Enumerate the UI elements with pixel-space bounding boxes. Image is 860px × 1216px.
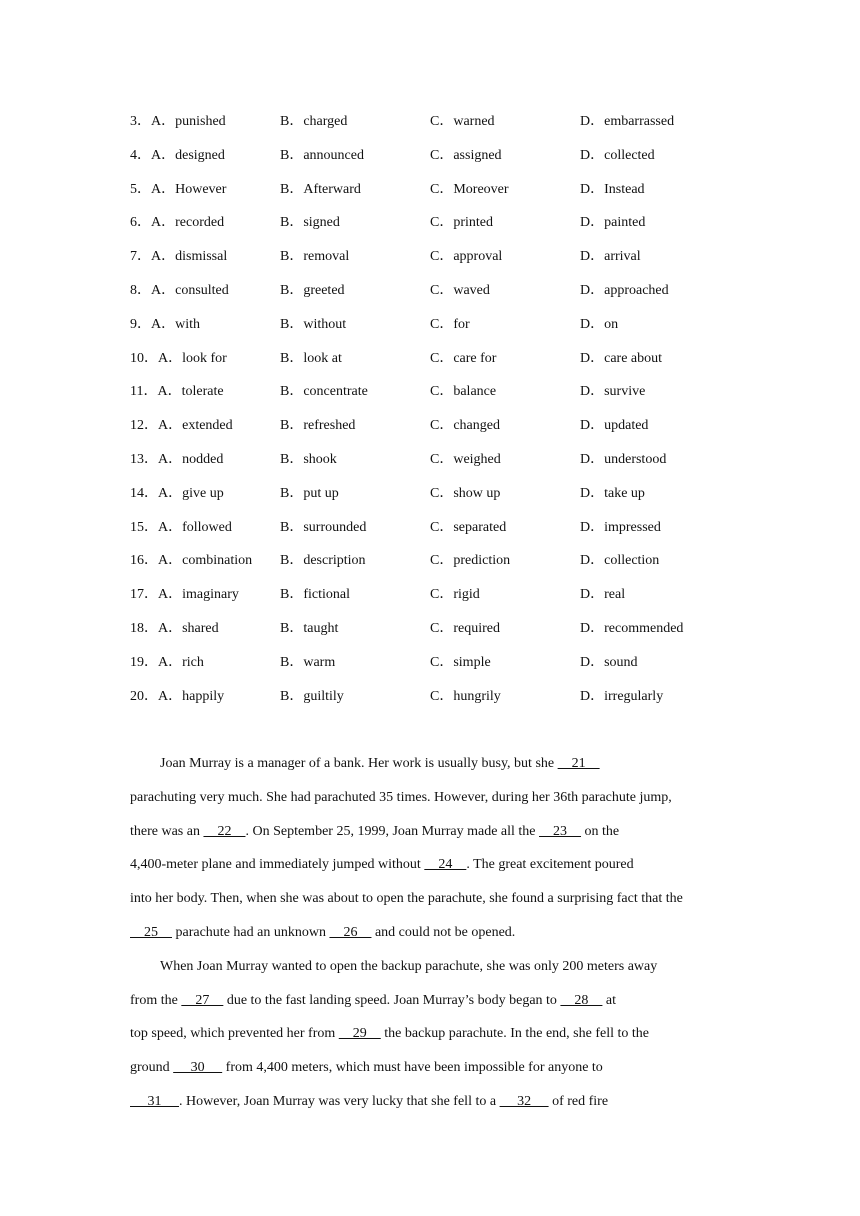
option-c: C．balance [430,384,497,400]
blank-28: 28 [560,992,603,1008]
passage-text: Joan Murray is a manager of a bank. Her work is usually busy, but she [160,756,558,771]
option-d: D．updated [580,418,649,434]
option-a: 9．A．with [130,316,200,332]
blank-31: 31 [130,1093,179,1109]
option-b: B．description [280,553,366,569]
question-row [130,585,750,619]
option-c: C．rigid [430,587,480,603]
passage-text: from 4,400 meters, which must have been impossible for anyone to [222,1060,603,1076]
option-c: C．weighed [430,451,501,467]
option-d: D．on [580,316,619,332]
passage-text: 4,400-meter plane and immediately jumped without [130,857,425,873]
option-b: B．greeted [280,282,345,298]
passage-line [130,754,735,788]
option-a: 20．A．happily [130,688,225,704]
question-row [130,349,750,383]
option-c: C．changed [430,418,500,434]
question-row [130,619,750,653]
option-a: 6．A．recorded [130,215,225,231]
passage-text: . On September 25, 1999, Joan Murray made all the [245,823,540,839]
question-row [130,180,750,214]
option-a: 13．A．nodded [130,451,224,467]
passage-text: . However, Joan Murray was very lucky that she fell to a [179,1093,500,1109]
option-c: C．assigned [430,147,502,163]
question-row [130,653,750,687]
option-a: 15．A．followed [130,519,232,535]
option-a: 12．A．extended [130,418,233,434]
option-d: D．approached [580,282,669,298]
option-b: B．concentrate [280,384,368,400]
passage-line [130,1024,735,1058]
option-c: C．approval [430,249,503,265]
option-b: B．guiltily [280,688,344,704]
option-a: 16．A．combination [130,553,253,569]
question-row [130,687,750,721]
passage-text: of red fire [548,1093,609,1109]
option-a: 17．A．imaginary [130,587,239,603]
option-d: D．survive [580,384,646,400]
question-row [130,247,750,281]
passage-text: . The great excitement poured [466,857,634,873]
answer-options-list [130,112,750,720]
passage-text: into her body. Then, when she was about to open the parachute, she found a surprising fact that the [130,891,683,907]
question-row [130,551,750,585]
passage-line [130,855,735,889]
passage-text: at [602,992,617,1008]
passage-line [130,822,735,856]
option-b: B．shook [280,451,337,467]
option-b: B．look at [280,350,342,366]
option-b: B．surrounded [280,519,367,535]
passage-line [130,788,735,822]
option-b: B．warm [280,654,336,670]
option-d: D．real [580,587,626,603]
passage-text: parachute had an unknown [172,924,330,940]
blank-32: 32 [499,1093,549,1109]
question-row [130,518,750,552]
option-a: 18．A．shared [130,620,219,636]
option-c: C．show up [430,485,501,501]
blank-30: 30 [173,1060,223,1076]
blank-23: 23 [539,823,582,839]
passage-text: from the [130,992,182,1008]
question-row [130,450,750,484]
option-c: C．printed [430,215,493,231]
blank-29: 29 [338,1026,381,1042]
option-a: 14．A．give up [130,485,224,501]
option-d: D．embarrassed [580,114,675,129]
option-d: D．care about [580,350,663,366]
option-c: C．simple [430,654,491,670]
passage-text: When Joan Murray wanted to open the backup parachute, she was only 200 meters away [160,958,658,974]
option-b: B．Afterward [280,181,361,197]
option-b: B．refreshed [280,418,356,434]
blank-24: 24 [424,857,467,873]
passage-line [130,991,735,1025]
passage-line [130,1058,735,1092]
blank-22: 22 [203,823,246,839]
option-d: D．understood [580,451,667,467]
option-c: C．warned [430,114,495,129]
option-d: D．irregularly [580,688,664,704]
option-b: B．put up [280,485,339,501]
question-row [130,315,750,349]
option-a: 10．A．look for [130,350,227,366]
option-c: C．hungrily [430,688,501,704]
option-a: 4．A．designed [130,147,225,163]
option-d: D．Instead [580,181,645,197]
option-a: 8．A．consulted [130,282,229,298]
option-b: B．announced [280,147,364,163]
option-d: D．painted [580,215,646,231]
option-b: B．signed [280,215,340,231]
option-a: 11．A．tolerate [130,384,224,400]
question-row [130,382,750,416]
question-row [130,416,750,450]
passage-line [130,957,735,991]
option-b: B．charged [280,114,348,129]
question-row [130,146,750,180]
option-c: C．prediction [430,553,511,569]
passage-text: top speed, which prevented her from [130,1026,339,1042]
option-a: 19．A．rich [130,654,204,670]
option-d: D．collection [580,553,660,569]
blank-26: 26 [329,924,372,940]
blank-25: 25 [130,924,172,940]
question-row [130,484,750,518]
passage-text: parachuting very much. She had parachuted 35 times. However, during her 36th parachute jump, [130,789,672,805]
option-a: 5．A．However [130,181,227,197]
option-c: C．Moreover [430,181,509,197]
option-c: C．required [430,620,500,636]
passage-line [130,1092,735,1126]
passage-line [130,889,735,923]
option-d: D．impressed [580,519,661,535]
option-b: B．removal [280,249,350,265]
option-c: C．separated [430,519,507,535]
passage-text: and could not be opened. [371,924,516,940]
option-b: B．taught [280,620,339,636]
passage-text: ground [130,1060,174,1076]
question-row [130,112,750,146]
passage-line [130,923,735,957]
cloze-passage [130,754,735,1126]
option-a: 3．A．punished [130,114,226,129]
option-c: C．for [430,316,470,332]
option-c: C．waved [430,282,490,298]
passage-text: the backup parachute. In the end, she fell to the [380,1026,649,1042]
option-d: D．take up [580,485,645,501]
option-d: D．sound [580,654,638,670]
question-row [130,281,750,315]
option-c: C．care for [430,350,497,366]
blank-27: 27 [181,992,224,1008]
option-a: 7．A．dismissal [130,249,228,265]
question-row [130,213,750,247]
option-d: D．arrival [580,249,641,265]
passage-text: due to the fast landing speed. Joan Murray’s body began to [223,992,561,1008]
blank-21: 21 [557,756,600,771]
option-b: B．fictional [280,587,350,603]
option-d: D．collected [580,147,655,163]
option-b: B．without [280,316,347,332]
passage-text: there was an [130,823,204,839]
option-d: D．recommended [580,620,684,636]
passage-text: on the [581,823,620,839]
